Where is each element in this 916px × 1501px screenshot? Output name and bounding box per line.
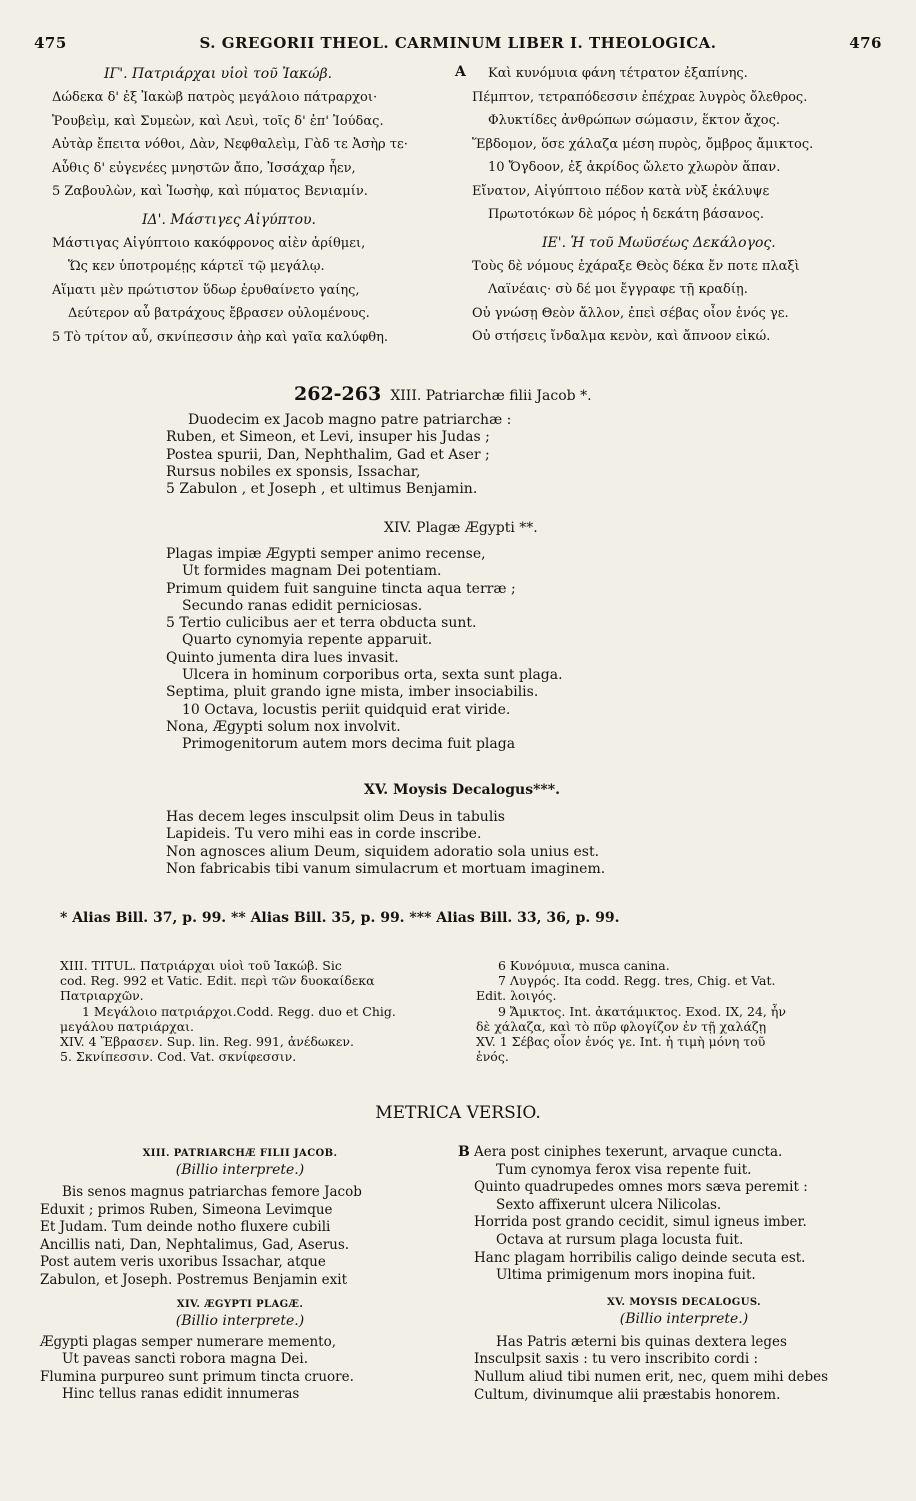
verse-line: Postea spurii, Dan, Nephthalim, Gad et Aser ; [166, 446, 490, 463]
verse-line: Eduxit ; primos Ruben, Simeona Levimque [40, 1201, 333, 1218]
verse-line: Ῥουβεὶμ, καὶ Συμεὼν, καὶ Λευὶ, τοῖς δ' ἐπ' Ἰούδας. [52, 113, 384, 129]
note-line: μεγάλου πατριάρχαι. [60, 1018, 195, 1034]
verse-line: Primogenitorum autem mors decima fuit plaga [182, 736, 516, 753]
verse-line: Primum quidem fuit sanguine tincta aqua terræ ; [166, 580, 516, 597]
verse-line: Ancillis nati, Dan, Nephtalimus, Gad, Aserus. [40, 1236, 350, 1253]
verse-line: Quinto jumenta dira lues invasit. [166, 649, 399, 666]
verse-line: Post autem veris uxoribus Issachar, atque [40, 1254, 326, 1271]
note-line: 1 Μεγάλοιο πατριάρχοι.Codd. Regg. duo et Chig. [82, 1003, 396, 1019]
verse-line: Cultum, divinumque alii præstabis honorem. [474, 1386, 781, 1403]
verse-line: Ὥς κεν ὑποτρομέῃς κάρτεϊ τῷ μεγάλῳ. [68, 259, 325, 274]
verse-line: Nona, Ægypti solum nox involvit. [166, 718, 401, 735]
note-line: Edit. λοιγός. [476, 988, 557, 1004]
column-marker-a: A [455, 64, 466, 80]
verse-line: Insculpsit saxis : tu vero inscribito cordi : [474, 1351, 759, 1368]
verse-line: Hanc plagam horribilis caligo deinde secuta est. [474, 1249, 806, 1266]
note-line: δὲ χάλαζα, καὶ τὸ πῦρ φλογίζον ἐν τῇ χαλάζῃ [476, 1018, 767, 1034]
page-number-left: 475 [34, 34, 67, 52]
verse-line: Πέμπτον, τετραπόδεσσιν ἐπέχραε λυγρὸς ὄλεθρος. [472, 89, 808, 105]
page-number-right: 476 [849, 34, 882, 52]
verse-line: Lapideis. Tu vero mihi eas in corde inscribe. [166, 826, 482, 843]
note-line: XIII. TITUL. Πατριάρχαι υἱοὶ τοῦ Ἰακώβ. Sic [60, 958, 342, 973]
verse-line: Aera post ciniphes texerunt, arvaque cuncta. [474, 1144, 783, 1160]
greek-poem-15 [472, 255, 892, 349]
verse-line: 5 Τὸ τρίτον αὖ, σκνίπεσσιν ἀὴρ καὶ γαῖα καλύφθη. [52, 329, 389, 345]
verse-line: Bis senos magnus patriarchas femore Jacob [62, 1184, 362, 1200]
verse-line: Horrida post grando cecidit, simul igneus imber. [474, 1214, 807, 1231]
metrica-poem-14 [40, 1334, 440, 1404]
verse-line: Ultima primigenum mors inopina fuit. [496, 1267, 756, 1284]
verse-line: Non agnosces alium Deum, siquidem adoratio sola unius est. [166, 843, 600, 860]
verse-line: Ἕβδομον, ὅσε χάλαζα μέση πυρὸς, ὄμβρος ἄμικτος. [472, 136, 814, 152]
greek-poem-13 [52, 86, 452, 204]
verse-line: Hinc tellus ranas edidit innumeras [62, 1386, 300, 1403]
verse-line: Οὐ γνώσῃ Θεὸν ἄλλον, ἐπεὶ σέβας οἶον ἑνός γε. [472, 305, 789, 321]
verse-line: Αὐτὰρ ἔπειτα νόθοι, Δὰν, Νεφθαλεὶμ, Γὰδ τε Ἀσὴρ τε· [52, 137, 408, 152]
verse-line: Zabulon, et Joseph. Postremus Benjamin exit [40, 1271, 348, 1288]
metrica-interpreter-13: (Billio interprete.) [175, 1162, 305, 1178]
metrica-poem-13 [40, 1184, 440, 1290]
verse-line: Ulcera in hominum corporibus orta, sexta sunt plaga. [182, 667, 563, 684]
note-line: cod. Reg. 992 et Vatic. Edit. περὶ τῶν δυοκαίδεκα [60, 973, 375, 989]
note-line: 9 Ἄμικτος. Int. ἀκατάμικτος. Exod. IX, 24, ἦν [498, 1003, 786, 1019]
running-title: S. GREGORII THEOL. CARMINUM LIBER I. THEOLOGICA. [199, 34, 717, 52]
verse-line: Τοὺς δὲ νόμους ἐχάραξε Θεὸς δέκα ἔν ποτε πλαξὶ [472, 258, 800, 274]
verse-line: 5 Ζαβουλὼν, καὶ Ἰωσὴφ, καὶ πύματος Βενιαμίν. [52, 184, 368, 199]
metrica-title-13: XIII. PATRIARCHÆ FILII JACOB. [142, 1148, 338, 1159]
verse-line: Ruben, et Simeon, et Levi, insuper his Judas ; [166, 429, 490, 446]
latin-poem-14 [166, 546, 563, 754]
verse-line: Duodecim ex Jacob magno patre patriarchæ : [188, 412, 512, 428]
verse-line: Et Judam. Tum deinde notho fluxere cubili [40, 1219, 331, 1236]
metrica-title-15: XV. MOYSIS DECALOGUS. [606, 1296, 761, 1308]
latin-section-title-14: XIV. Plagæ Ægypti **. [384, 520, 538, 536]
verse-line: 5 Zabulon , et Joseph , et ultimus Benjamin. [166, 481, 478, 498]
verse-line: Octava at rursum plaga locusta fuit. [496, 1231, 744, 1248]
verse-line: Ægypti plagas semper numerare memento, [40, 1333, 337, 1350]
verse-line: Quarto cynomyia repente apparuit. [182, 632, 433, 649]
verse-line: Εἴνατον, Αἰγύπτοιο πέδον κατὰ νὺξ ἐκάλυψε [472, 183, 770, 199]
verse-line: Οὐ στήσεις ἴνδαλμα κενὸν, καὶ ἄπνοον εἰκώ. [472, 329, 771, 344]
greek-left-column [52, 62, 452, 349]
note-line: XIV. 4 Ἔβρασεν. Sup. lin. Reg. 991, ἀνέδωκεν. [60, 1033, 354, 1049]
verse-line: Septima, pluit grando igne mista, imber insociabilis. [166, 684, 539, 701]
note-line: 5. Σκνίπεσσιν. Cod. Vat. σκνίφεσσιν. [60, 1049, 297, 1065]
footnote-aliases: * Alias Bill. 37, p. 99. ** Alias Bill. 35, p. 99. *** Alias Bill. 33, 36, p. 99. [60, 910, 620, 926]
verse-line: Secundo ranas edidit perniciosas. [182, 597, 423, 614]
verse-line: Flumina purpureo sunt primum tincta cruore. [40, 1368, 354, 1385]
verse-line: Καὶ κυνόμυια φάνη τέτρατον ἐξαπίνης. [488, 66, 748, 81]
note-line: 6 Κυνόμυια, musca canina. [498, 958, 670, 973]
verse-line: Πρωτοτόκων δὲ μόρος ἡ δεκάτη βάσανος. [488, 207, 765, 222]
notes-right [476, 958, 786, 1064]
verse-line: Plagas impiæ Ægypti semper animo recense, [166, 546, 486, 562]
latin-poem-15 [166, 809, 605, 878]
verse-line: Δώδεκα δ' ἐξ Ἰακὼβ πατρὸς μεγάλοιο πάτραρχοι· [52, 90, 378, 105]
column-marker-b: B [458, 1144, 470, 1160]
verse-line: Tum cynomya ferox visa repente fuit. [496, 1161, 752, 1178]
verse-line: Nullum aliud tibi numen erit, nec, quem mihi debes [474, 1368, 829, 1385]
verse-line: Quinto quadrupedes omnes mors sæva peremit : [474, 1179, 808, 1196]
verse-line: Has decem leges insculpsit olim Deus in tabulis [166, 809, 505, 825]
running-header [34, 34, 882, 56]
latin-section-title-15: XV. Moysis Decalogus***. [364, 782, 560, 798]
verse-line: Δεύτερον αὖ βατράχους ἔβρασεν οὐλομένους. [68, 306, 370, 321]
metrica-title-14: XIV. ÆGYPTI PLAGÆ. [176, 1298, 304, 1310]
latin-poem-13 [166, 412, 511, 498]
metrica-interpreter-14: (Billio interprete.) [175, 1312, 305, 1329]
note-line: XV. 1 Σέβας οἷον ἑνός γε. Int. ἡ τιμὴ μόνη τοῦ [476, 1033, 766, 1049]
metrica-interpreter-15: (Billio interprete.) [619, 1310, 749, 1327]
verse-line: 10 Octava, locustis periit quidquid erat viride. [182, 701, 511, 718]
verse-line: Φλυκτίδες ἀνθρώπων σώμασιν, ἕκτον ἄχος. [488, 113, 781, 128]
verse-line: 10 Ὄγδοον, ἐξ ἀκρίδος ὤλετο χλωρὸν ἅπαν. [488, 160, 781, 175]
verse-line: Non fabricabis tibi vanum simulacrum et mortuam imaginem. [166, 860, 606, 877]
greek-section-title-15: ΙΕ'. Ἡ τοῦ Μωϋσέως Δεκάλογος. [542, 234, 776, 251]
verse-line: Αἵματι μὲν πρώτιστον ὕδωρ ἐρυθαίνετο γαίης, [52, 282, 360, 298]
greek-section-title-13: ΙΓ'. Πατριάρχαι υἱοὶ τοῦ Ἰακώβ. [104, 66, 333, 82]
verse-line: Μάστιγας Αἰγύπτοιο κακόφρονος αἰὲν ἀρίθμει, [52, 235, 366, 251]
note-line: Πατριαρχῶν. [60, 988, 144, 1004]
greek-poem-14-continued [472, 62, 892, 227]
metrica-poem-14-continued [474, 1144, 894, 1285]
verse-line: Rursus nobiles ex sponsis, Issachar, [166, 463, 421, 480]
metrica-right-column [474, 1144, 894, 1404]
greek-section-title-14: ΙΔ'. Μάστιγες Αἰγύπτου. [142, 211, 316, 228]
greek-poem-14 [52, 232, 452, 350]
notes-left [60, 958, 396, 1064]
greek-right-column [472, 62, 892, 349]
note-line: 7 Λυγρός. Ita codd. Regg. tres, Chig. et Vat. [498, 973, 776, 989]
latin-section-title-13: XIII. Patriarchæ filii Jacob *. [390, 388, 592, 404]
verse-line: Ut paveas sancti robora magna Dei. [62, 1351, 309, 1368]
metrica-poem-15 [474, 1334, 894, 1404]
verse-line: 5 Tertio culicibus aer et terra obducta sunt. [166, 615, 477, 632]
columns-number: 262-263 [294, 383, 382, 405]
latin-title-13-line [294, 383, 592, 405]
verse-line: Αὖθις δ' εὐγενέες μνηστῶν ἄπο, Ἰσσάχαρ ἦεν, [52, 160, 356, 176]
verse-line: Sexto affixerunt ulcera Nilicolas. [496, 1196, 722, 1213]
metrica-left-column [40, 1148, 440, 1404]
verse-line: Ut formides magnam Dei potentiam. [182, 563, 442, 580]
verse-line: Λαϊνέαις· σὺ δέ μοι ἔγγραφε τῇ κραδίῃ. [488, 282, 748, 297]
metrica-heading: METRICA VERSIO. [375, 1103, 541, 1123]
verse-line: Has Patris æterni bis quinas dextera leges [496, 1333, 787, 1350]
note-line: ἑνός. [476, 1049, 509, 1065]
